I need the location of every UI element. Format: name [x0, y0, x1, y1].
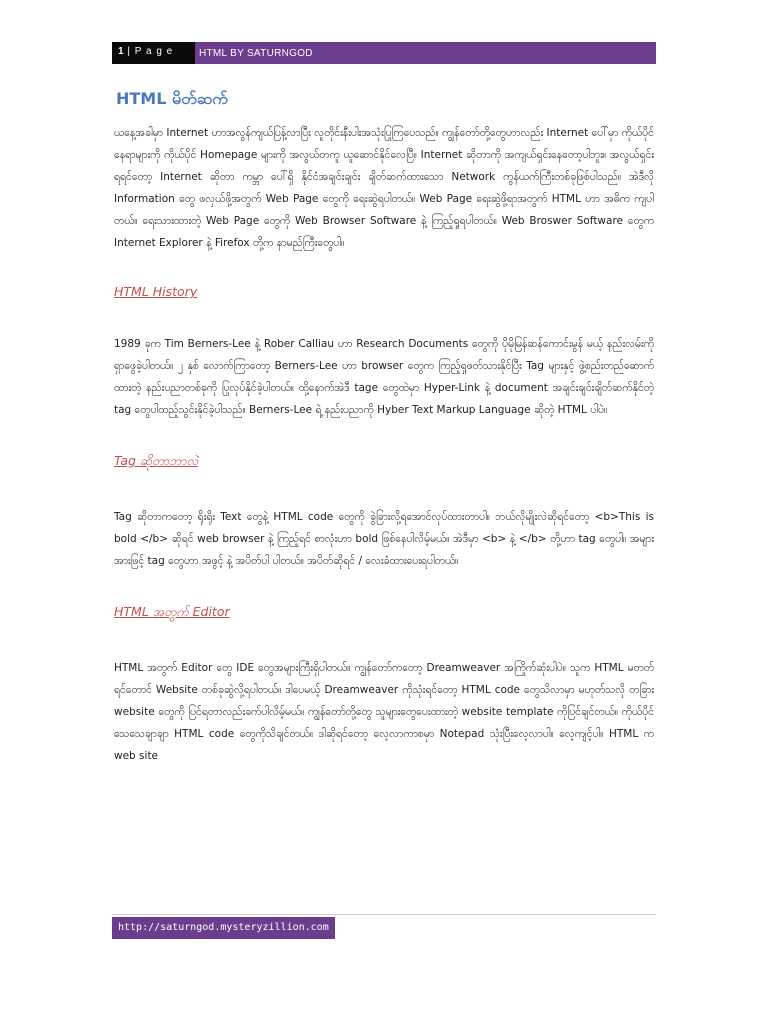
document-title-bar	[195, 42, 656, 64]
tag-heading: Tag ဆိုတာဘာလဲ	[114, 453, 199, 468]
document-title: HTML BY SATURNGOD	[199, 48, 313, 59]
page-footer	[112, 914, 656, 936]
document-body	[114, 88, 654, 767]
page-label: P a g e	[134, 46, 174, 57]
footer-url-link[interactable]: http://saturngod.mysteryzillion.com	[112, 917, 335, 939]
page-number-box: 1 | P a g e	[112, 42, 195, 64]
page-header	[112, 42, 656, 64]
editor-paragraph: HTML အတွက် Editor တွေ IDE တွေအများကြီးရှိပါတယ်။ ကျွန်တော်ကတော့ Dreamweaver အကြိုက်ဆုံးပါပဲ။ သူက HTML မတတ်ရင်တောင် Website တစ်ခုဆွဲလို့ရပါတယ်။ ဒါပေမယ့် Dreamweaver ကိုသုံးရင်တော့ HTML code တွေသိလာမှာ မဟုတ်သလို တခြား website တွေကို ပြင်ရတာလည်းခက်ပါလိမ့်မယ်။ ကျွန်တော်တို့တွေ သူများတွေပေးထားတဲ့ website template ကိုပြင်ချင်တယ်။ ကိုယ်ပိုင်သေသေချာချာ HTML code တွေကိုသိချင်တယ်။ ဒါဆိုရင်တော့ လေ့လာကာစမှာ Notepad သုံးပြီးလေ့လာပါ။ လေ့ကျင့်ပါ။ HTML က web site	[114, 662, 654, 762]
tag-paragraph: Tag ဆိုတာကတော့ ရိုးရိုး Text တွေနဲ့ HTML code တွေကို ခွဲခြားလို့ရအောင်လုပ်ထားတာပါ။ ဘယ်လိုမျိုးလဲဆိုရင်တော့ <b>This is bold </b> ဆိုရင် web browser နဲ့ ကြည့်ရင် စာလုံးဟာ bold ဖြစ်နေပါလိမ့်မယ်။ အဲဒီမှာ <b> နဲ့ </b> တို့ဟာ tag တွေပါ။ အများအားဖြင့် tag တွေဟာ အဖွင့် နဲ့ အပိတ်ပါ ပါတယ်။ အပိတ်ဆိုရင် / လေးခံထားပေးရပါတယ်။	[114, 511, 654, 567]
page-number: 1	[118, 46, 124, 57]
history-paragraph: 1989 ခုက Tim Berners-Lee နဲ့ Rober Calliau ဟာ Research Documents တွေကို ပိုမိုမြန်ဆန်ကောင်းမွန် မယ့် နည်းလမ်းကို ရှာဖွေခဲ့ပါတယ်။ ၂ နှစ် လောက်ကြာတော့ Berners-Lee ဟာ browser တွေက ကြည့်ရှုဖတ်သားနိုင်ပြီး Tag များနှင့် ဖွဲ့စည်းတည်ဆောက်ထားတဲ့ နည်းပညာတစ်ခုကို ပြုလုပ်နိုင်ခဲ့ပါတယ်။ ထို့နောက်အဲဒီ tage တွေထဲမှာ Hyper-Link နဲ့ document အချင်းချင်းချိတ်ဆက်နိုင်တဲ့ tag တွေပါထည့်သွင်းနိုင်ခဲ့ပါသည်။ Berners-Lee ရဲ့ နည်းပညာကို Hyber Text Markup Language ဆိုတဲ့ HTML ပါပဲ။	[114, 338, 654, 416]
intro-heading: HTML မိတ်ဆက်	[116, 89, 228, 108]
history-heading: HTML History	[114, 284, 198, 299]
intro-paragraph: ယနေ့အခါမှာ Internet ဟာအလွန်ကျယ်ပြန့်လာပြီး လူတိုင်းနီးပါးအသုံးပြုကြပေသည်။ ကျွန်တော်တို့တွေဟာလည်း Internet ပေါ်မှာ ကိုယ်ပိုင်နေရာများကို ကိုယ်ပိုင် Homepage များကို အလွယ်တကူ ယူဆောင်နိုင်လေပြီ။ Internet ဆိုတာကို အကျယ်ရှင်းနေတော့ပါဘူး။ အလွယ်ရှင်းရရင်တော့ Internet ဆိုတာ ကမ္ဘာ ပေါ်ရှိ နိုင်ငံအချင်းချင်း ချိတ်ဆက်ထားသော Network ကွန်ယက်ကြီးတစ်ခုဖြစ်ပါသည်။ အဲဒီလို Information တွေ ဖလှယ်ဖို့အတွက် Web Page တွေကို ရေးဆွဲရပါတယ်။ Web Page ရေးဆွဲဖို့ရာအတွက် HTML ဟာ အဓိက ကျပါတယ်။ ရေးသားထားတဲ့ Web Page တွေကို Web Browser Software နဲ့ ကြည့်ရှုရပါတယ်။ Web Broswer Software တွေက Internet Explorer နဲ့ Firefox တို့က နာမည်ကြီးတွေပါ။	[114, 127, 654, 249]
editor-heading: HTML အတွက် Editor	[114, 604, 230, 619]
